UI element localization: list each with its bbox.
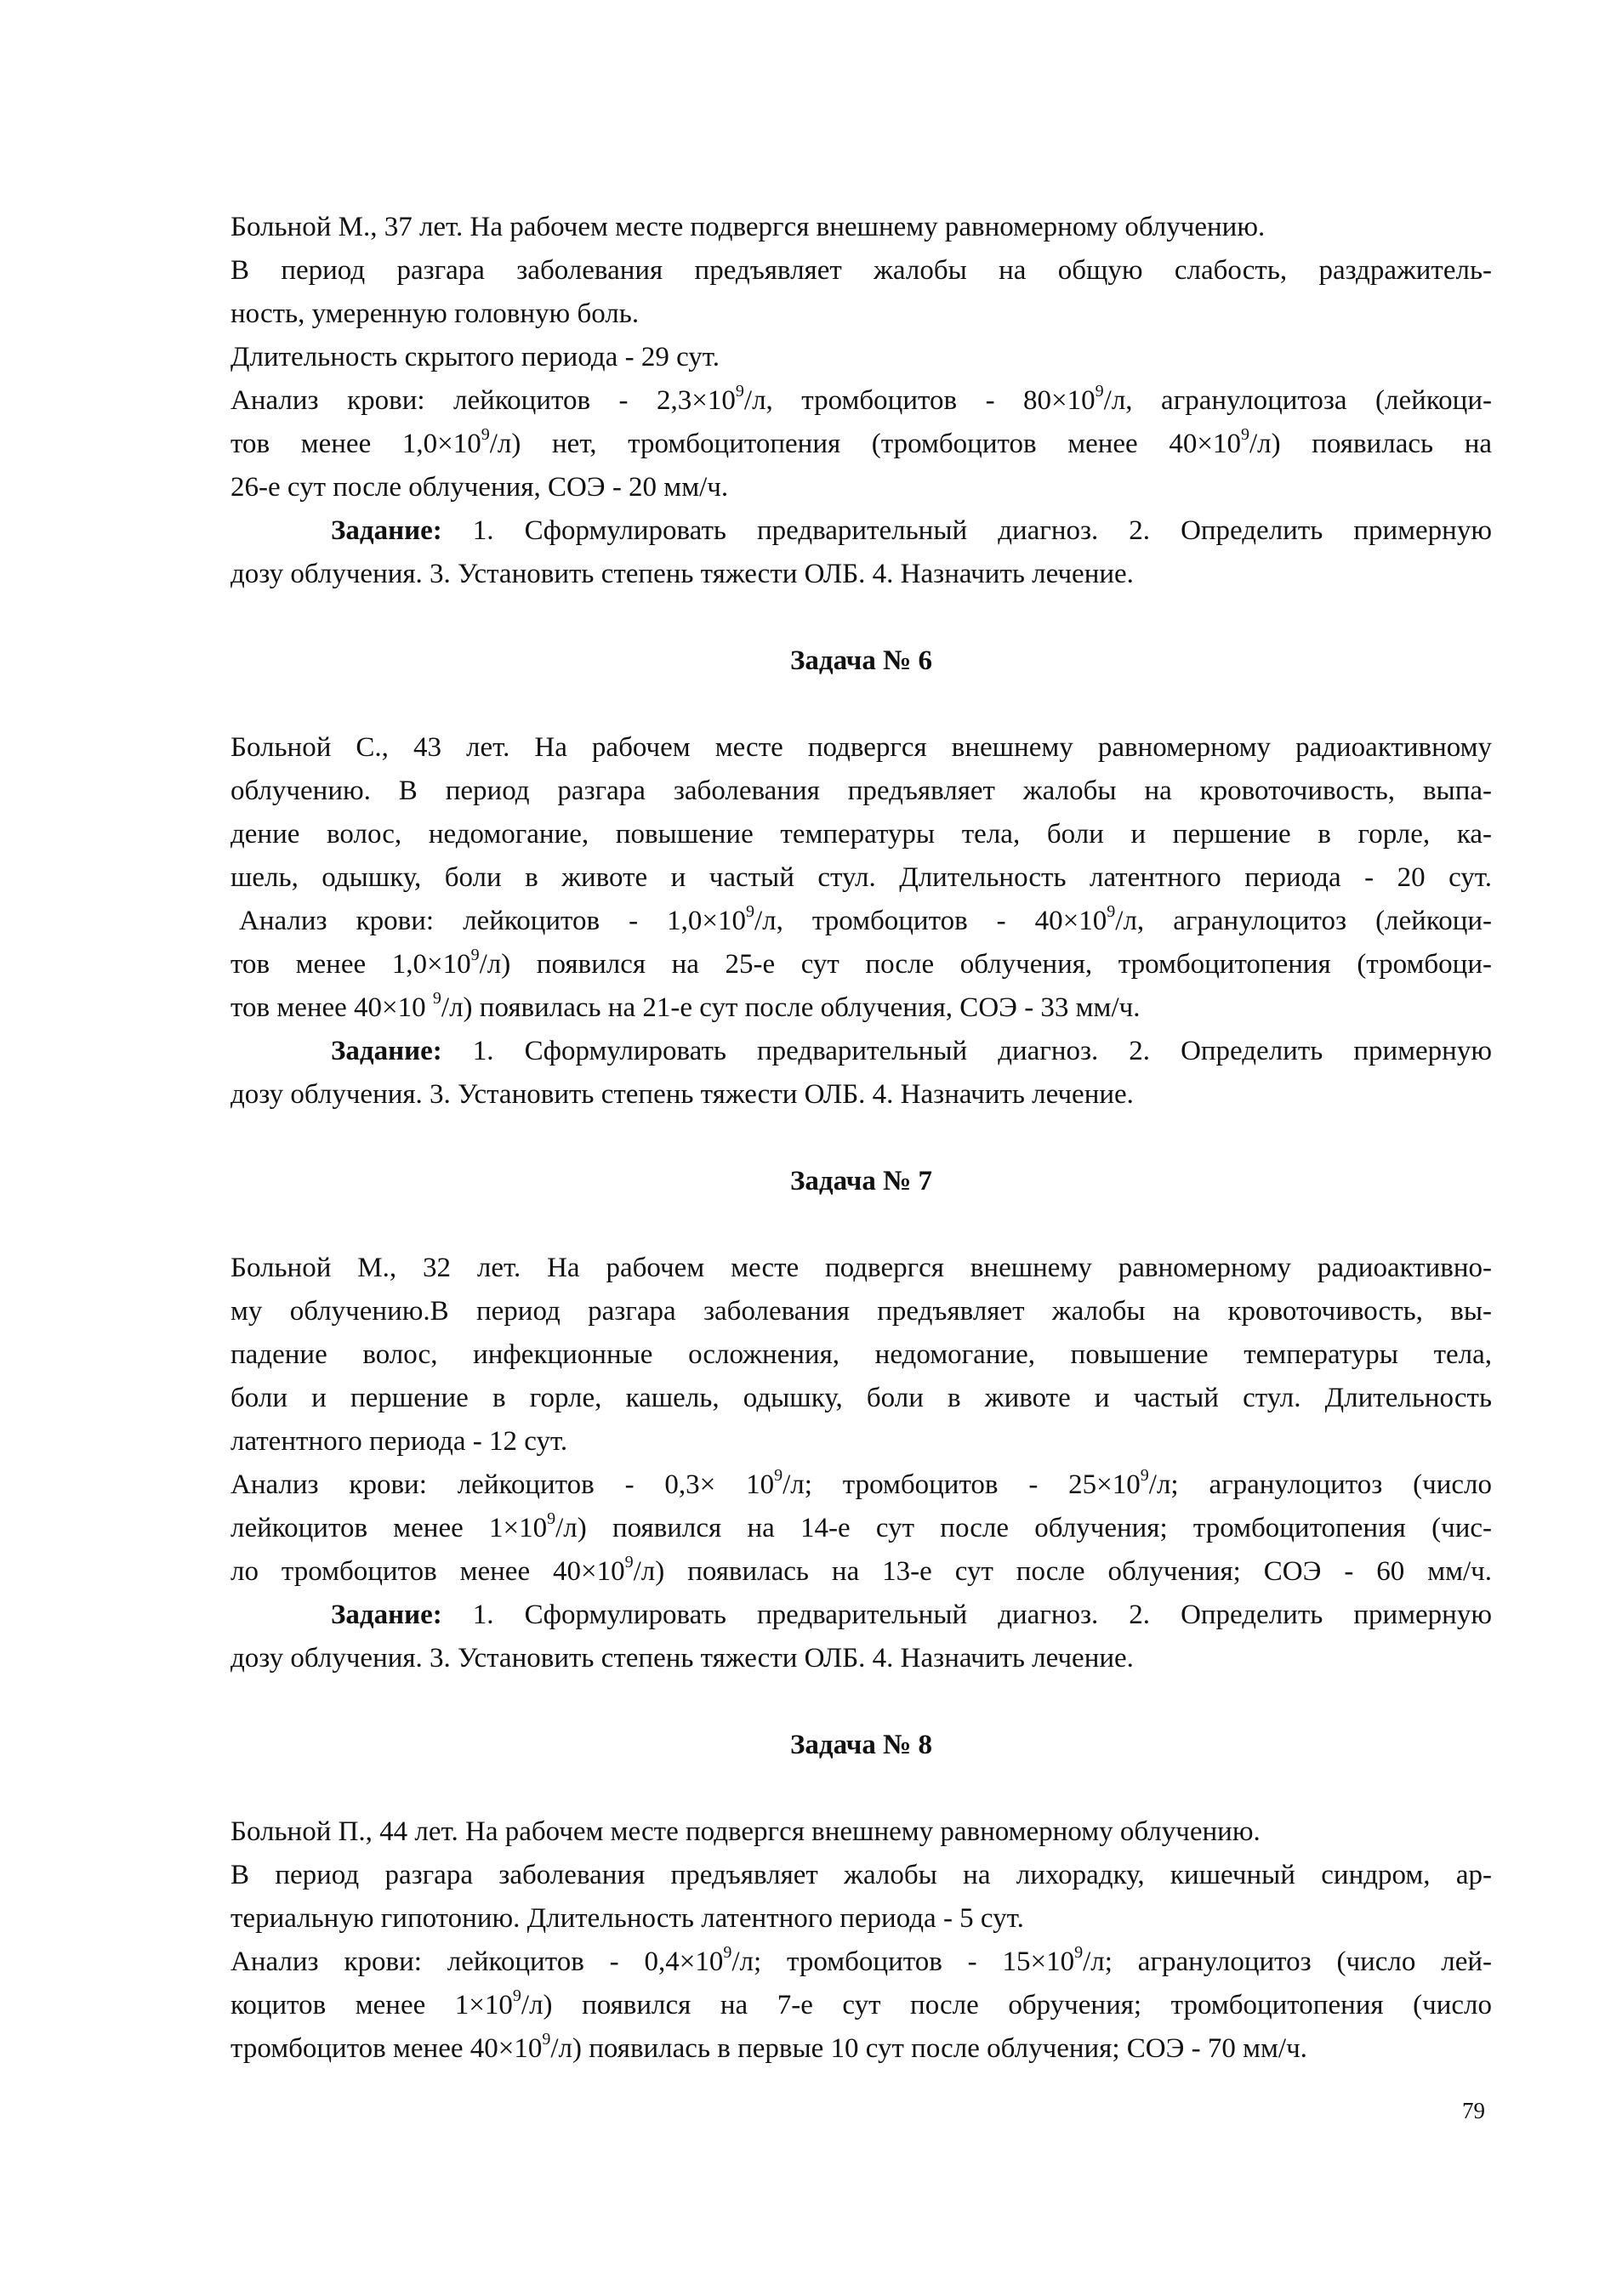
case6-blood-line-3: тов менее 40×10 $^9$/л) появилась на 21-е сут после облучения, СОЭ - 33 мм/ч. <box>230 989 1141 1023</box>
case8-blood-line-3: тромбоцитов менее $40\times 10^9/л$) появилась в первые 10 сут после облучения; СОЭ - 70 мм/ч. <box>230 2030 1307 2064</box>
page-number: 79 <box>1462 2098 1485 2123</box>
case5-line-1: Больной М., 37 лет. На рабочем месте подвергся внешнему равномерному облучению. <box>230 212 1266 242</box>
case7-blood-line-1: Анализ крови: лейкоцитов - $0,3\times 10^9/л$; тромбоцитов - $25\times 10^9/л$; агранулоцитоз (число <box>230 1466 1492 1500</box>
case5-blood-line-1: Анализ крови: лейкоцитов - $2,3\times 10^9/л$, тромбоцитов - $80\times 10^9/л$, агранулоцитоза (лейкоци- <box>230 382 1492 416</box>
case6-title: Задача № 6 <box>789 645 933 676</box>
case8-line-2: В период разгара заболевания предъявляет жалобы на лихорадку, кишечный синдром, ар- <box>230 1860 1492 1890</box>
case8-blood-line-2: коцитов менее $1\times 10^9/л$) появился на 7-е сут после обручения; тромбоцитопения (число <box>230 1986 1492 2020</box>
page-content <box>230 206 1492 2071</box>
case7-line-1: Больной М., 32 лет. На рабочем месте подвергся внешнему равномерному радиоактивно- <box>230 1253 1492 1283</box>
case8-line-3: териальную гипотонию. Длительность латентного периода - 5 сут. <box>230 1903 1024 1934</box>
case8-title: Задача № 8 <box>789 1730 933 1760</box>
case6-line-1: Больной С., 43 лет. На рабочем месте подвергся внешнему равномерному радиоактивному <box>230 732 1492 763</box>
case6-blood-line-1: Анализ крови: лейкоцитов - $1,0\times 10^9/л$, тромбоцитов - $40\times 10^9/л$, агранулоцитоз (лейкоци- <box>239 902 1493 936</box>
case7-blood-line-3: ло тромбоцитов менее $40\times 10^9/л$) появилась на 13-е сут после облучения; СОЭ - 60 мм/ч. <box>230 1553 1492 1587</box>
case7-line-3: падение волос, инфекционные осложнения, недомогание, повышение температуры тела, <box>230 1339 1492 1370</box>
task-label: Задание: <box>331 1036 442 1066</box>
case5-line-3: ность, умеренную головную боль. <box>230 298 640 329</box>
case8-blood-line-1: Анализ крови: лейкоцитов - $0,4\times 10^9/л$; тромбоцитов - $15\times 10^9/л$; агранулоцитоз (число лей- <box>230 1943 1493 1977</box>
task-label: Задание: <box>331 515 442 546</box>
case5-blood-line-2: тов менее $1,0\times 10^9/л$) нет, тромбоцитопения (тромбоцитов менее $40\times 10^9/л$) появилась на <box>230 425 1492 459</box>
case6-line-4: шель, одышку, боли в животе и частый стул. Длительность латентного периода - 20 сут. <box>230 862 1492 893</box>
case6-task-line-1: Задание: 1. Сформулировать предварительный диагноз. 2. Определить примерную <box>331 1036 1492 1066</box>
case5-line-7: 26-е сут после облучения, СОЭ - 20 мм/ч. <box>230 472 729 503</box>
case7-title: Задача № 7 <box>789 1166 933 1196</box>
case6-task-line-2: дозу облучения. 3. Установить степень тяжести ОЛБ. 4. Назначить лечение. <box>230 1079 1134 1110</box>
case5-task-line-2: дозу облучения. 3. Установить степень тяжести ОЛБ. 4. Назначить лечение. <box>230 559 1134 589</box>
case7-blood-line-2: лейкоцитов менее $1\times 10^9/л$) появился на 14-е сут после облучения; тромбоцитопения (чис- <box>230 1509 1492 1543</box>
case8-line-1: Больной П., 44 лет. На рабочем месте подвергся внешнему равномерному облучению. <box>230 1816 1261 1847</box>
case7-task-line-2: дозу облучения. 3. Установить степень тяжести ОЛБ. 4. Назначить лечение. <box>230 1643 1134 1674</box>
case5-line-2: В период разгара заболевания предъявляет жалобы на общую слабость, раздражитель- <box>230 255 1492 286</box>
case6-blood-line-2: тов менее $1,0\times 10^9/л$) появился на 25-е сут после облучения, тромбоцитопения (тромбоци- <box>230 946 1492 980</box>
task-label: Задание: <box>331 1600 442 1630</box>
case7-line-4: боли и першение в горле, кашель, одышку, боли в животе и частый стул. Длительность <box>230 1383 1492 1413</box>
case5-line-4: Длительность скрытого периода - 29 сут. <box>230 342 720 372</box>
case7-line-2: му облучению.В период разгара заболевания предъявляет жалобы на кровоточивость, вы- <box>230 1296 1492 1327</box>
case6-line-3: дение волос, недомогание, повышение температуры тела, боли и першение в горле, ка- <box>230 819 1492 850</box>
case7-task-line-1: Задание: 1. Сформулировать предварительный диагноз. 2. Определить примерную <box>331 1600 1492 1630</box>
case7-line-5: латентного периода - 12 сут. <box>230 1426 568 1457</box>
case5-task-line-1: Задание: 1. Сформулировать предварительный диагноз. 2. Определить примерную <box>331 515 1492 546</box>
case6-line-2: облучению. В период разгара заболевания предъявляет жалобы на кровоточивость, выпа- <box>230 776 1492 806</box>
